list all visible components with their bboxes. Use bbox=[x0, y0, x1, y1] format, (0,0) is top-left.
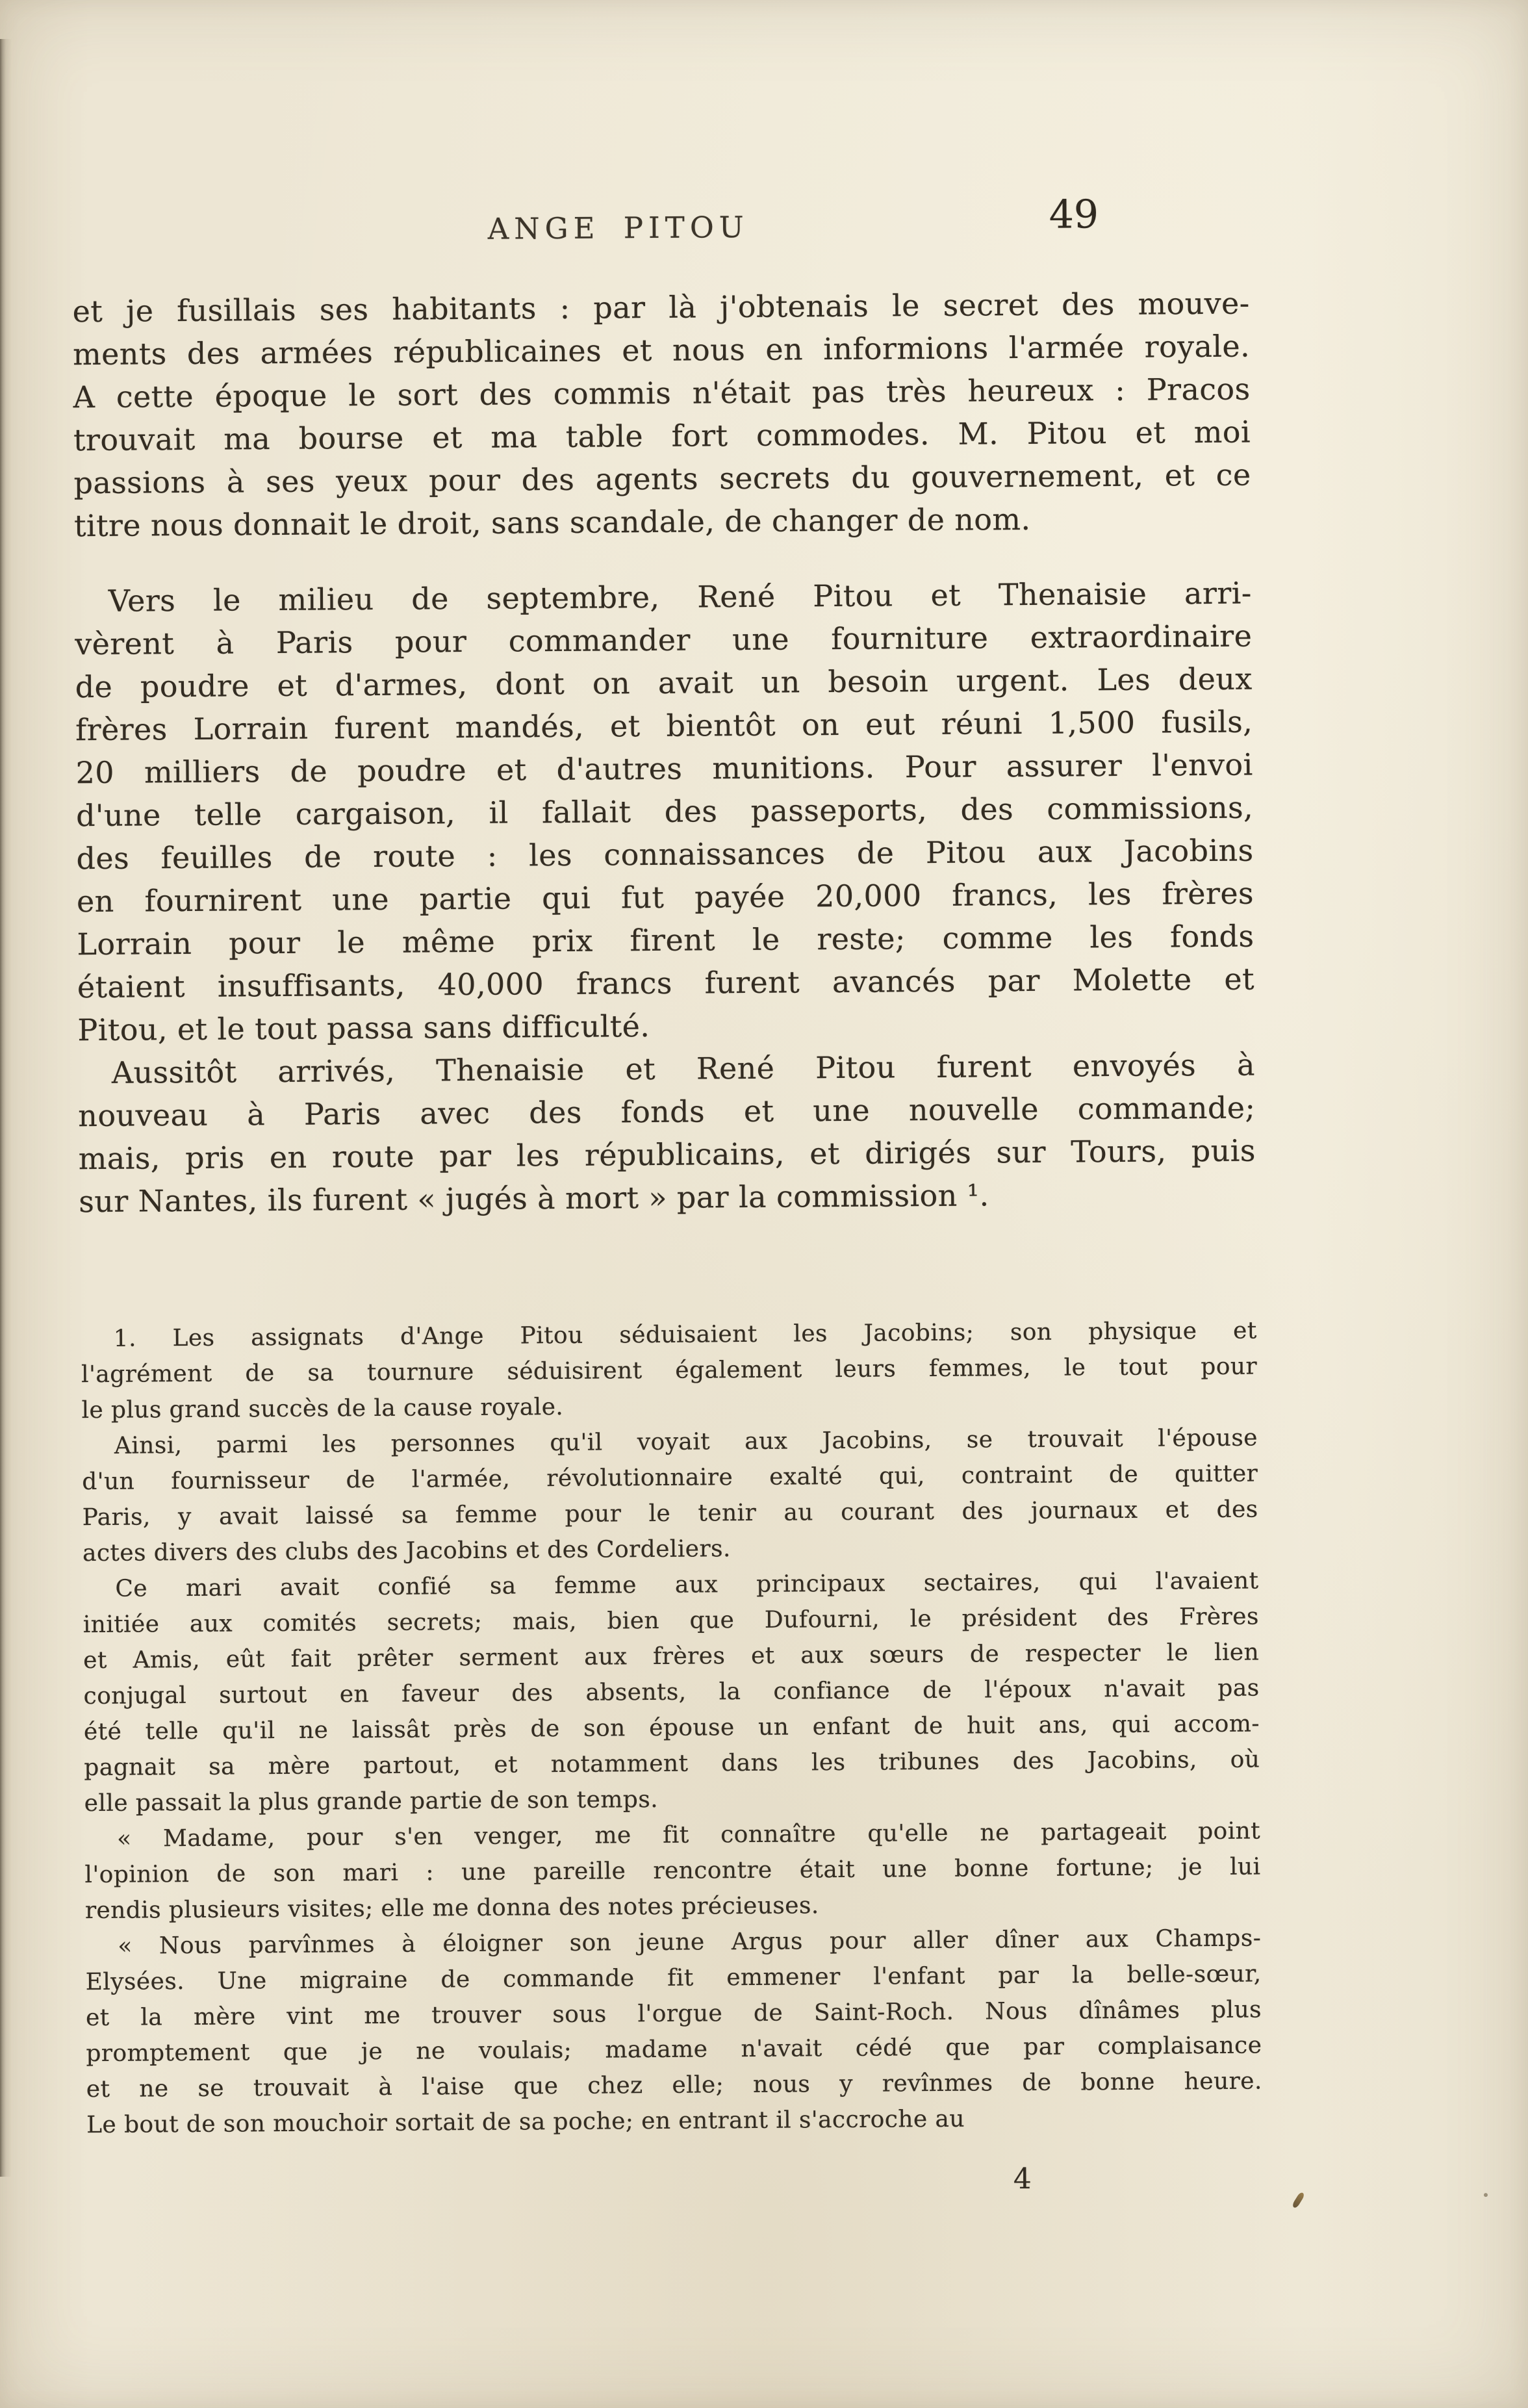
text-line: Vers le milieu de septembre, René Pitou et Thenaisie arri- bbox=[108, 575, 1252, 619]
text-line: ments des armées républicaines et nous en informions l'armée royale. bbox=[72, 328, 1251, 372]
text-line: et la mère vint me trouver sous l'orgue de Saint-Roch. Nous dînâmes plus bbox=[85, 1996, 1262, 2032]
text-line: rendis plusieurs visites; elle me donna des notes précieuses. bbox=[84, 1892, 819, 1925]
text-line: conjugal surtout en faveur des absents, la confiance de l'époux n'avait pas bbox=[83, 1674, 1260, 1710]
text-line: mais, pris en route par les républicains, et dirigés sur Tours, puis bbox=[78, 1133, 1256, 1177]
text-line: trouvait ma bourse et ma table fort commodes. M. Pitou et moi bbox=[73, 414, 1251, 458]
text-line: Pitou, et le tout passa sans difficulté. bbox=[77, 1008, 650, 1048]
text-line: A cette époque le sort des commis n'était pas très heureux : Pracos bbox=[73, 371, 1251, 415]
footnote-paragraph bbox=[81, 1313, 1258, 1429]
text-line: l'agrément de sa tournure séduisirent également leurs femmes, le tout pour bbox=[81, 1353, 1258, 1389]
text-line: « Madame, pour s'en venger, me fit connaître qu'elle ne partageait point bbox=[116, 1817, 1261, 1852]
footnote-paragraph bbox=[84, 1813, 1261, 1929]
paragraph bbox=[72, 282, 1251, 548]
text-line: titre nous donnait le droit, sans scandale, de changer de nom. bbox=[73, 501, 1031, 544]
text-line: des feuilles de route : les connaissances de Pitou aux Jacobins bbox=[76, 832, 1254, 877]
running-title: ANGE PITOU bbox=[487, 209, 749, 246]
signature-mark: 4 bbox=[1013, 2162, 1032, 2196]
body-text-block bbox=[72, 282, 1256, 1223]
text-line: Ce mari avait confié sa femme aux principaux sectaires, qui l'avaient bbox=[115, 1567, 1259, 1602]
text-line: sur Nantes, ils furent « jugés à mort » par la commission ¹. bbox=[79, 1177, 989, 1220]
text-line: Ainsi, parmi les personnes qu'il voyait aux Jacobins, se trouvait l'épouse bbox=[114, 1424, 1258, 1459]
text-line: et je fusillais ses habitants : par là j'obtenais le secret des mouve- bbox=[72, 285, 1250, 329]
footnote-block bbox=[81, 1313, 1263, 2144]
text-line: vèrent à Paris pour commander une fourniture extraordinaire bbox=[75, 618, 1253, 662]
paragraph bbox=[75, 572, 1255, 1052]
text-line: d'un fournisseur de l'armée, révolutionnaire exalté qui, contraint de quitter bbox=[82, 1460, 1258, 1496]
text-line: « Nous parvînmes à éloigner son jeune Argus pour aller dîner aux Champs- bbox=[118, 1925, 1262, 1960]
text-line: 20 milliers de poudre et d'autres munitions. Pour assurer l'envoi bbox=[75, 747, 1253, 791]
text-line: d'une telle cargaison, il fallait des passeports, des commissions, bbox=[75, 789, 1254, 834]
text-line: l'opinion de son mari : une pareille rencontre était une bonne fortune; je lui bbox=[84, 1853, 1261, 1889]
paper-speck bbox=[1484, 2193, 1488, 2197]
text-line: étaient insuffisants, 40,000 francs furent avancés par Molette et bbox=[77, 961, 1255, 1005]
text-line: 1. Les assignats d'Ange Pitou séduisaient les Jacobins; son physique et bbox=[113, 1317, 1257, 1352]
footnote-paragraph bbox=[83, 1563, 1260, 1822]
text-line: en fournirent une partie qui fut payée 20,000 francs, les frères bbox=[76, 875, 1254, 919]
text-line: le plus grand succès de la cause royale. bbox=[81, 1393, 564, 1424]
text-line: été telle qu'il ne laissât près de son épouse un enfant de huit ans, qui accom- bbox=[83, 1710, 1260, 1746]
page-number: 49 bbox=[1049, 192, 1099, 238]
text-line: nouveau à Paris avec des fonds et une nouvelle commande; bbox=[78, 1090, 1256, 1134]
text-line: passions à ses yeux pour des agents secrets du gouvernement, et ce bbox=[73, 457, 1251, 501]
footnote-paragraph bbox=[85, 1921, 1262, 2144]
paragraph bbox=[78, 1044, 1256, 1223]
text-line: elle passait la plus grande partie de son temps. bbox=[84, 1786, 659, 1817]
text-line: Le bout de son mouchoir sortait de sa poche; en entrant il s'accroche au bbox=[86, 2105, 965, 2139]
text-line: Paris, y avait laissé sa femme pour le tenir au courant des journaux et des bbox=[82, 1496, 1258, 1531]
text-line: et ne se trouvait à l'aise que chez elle; nous y revînmes de bonne heure. bbox=[86, 2068, 1262, 2103]
text-line: actes divers des clubs des Jacobins et des Cordeliers. bbox=[82, 1535, 731, 1567]
text-line: promptement que je ne voulais; madame n'avait cédé que par complaisance bbox=[86, 2032, 1262, 2068]
text-line: Lorrain pour le même prix firent le reste; comme les fonds bbox=[77, 918, 1254, 962]
text-line: Elysées. Une migraine de commande fit emmener l'enfant par la belle-sœur, bbox=[85, 1960, 1262, 1996]
text-line: de poudre et d'armes, dont on avait un besoin urgent. Les deux bbox=[75, 661, 1253, 705]
text-line: Aussitôt arrivés, Thenaisie et René Pitou furent envoyés à bbox=[111, 1047, 1256, 1090]
text-line: frères Lorrain furent mandés, et bientôt on eut réuni 1,500 fusils, bbox=[75, 704, 1253, 748]
text-line: pagnait sa mère partout, et notamment dans les tribunes des Jacobins, où bbox=[84, 1746, 1260, 1782]
ink-fleck bbox=[1292, 2192, 1305, 2209]
footnote-paragraph bbox=[82, 1420, 1258, 1572]
text-line: initiée aux comités secrets; mais, bien que Dufourni, le président des Frères bbox=[83, 1603, 1259, 1639]
text-line: et Amis, eût fait prêter serment aux frères et aux sœurs de respecter le lien bbox=[83, 1639, 1260, 1674]
